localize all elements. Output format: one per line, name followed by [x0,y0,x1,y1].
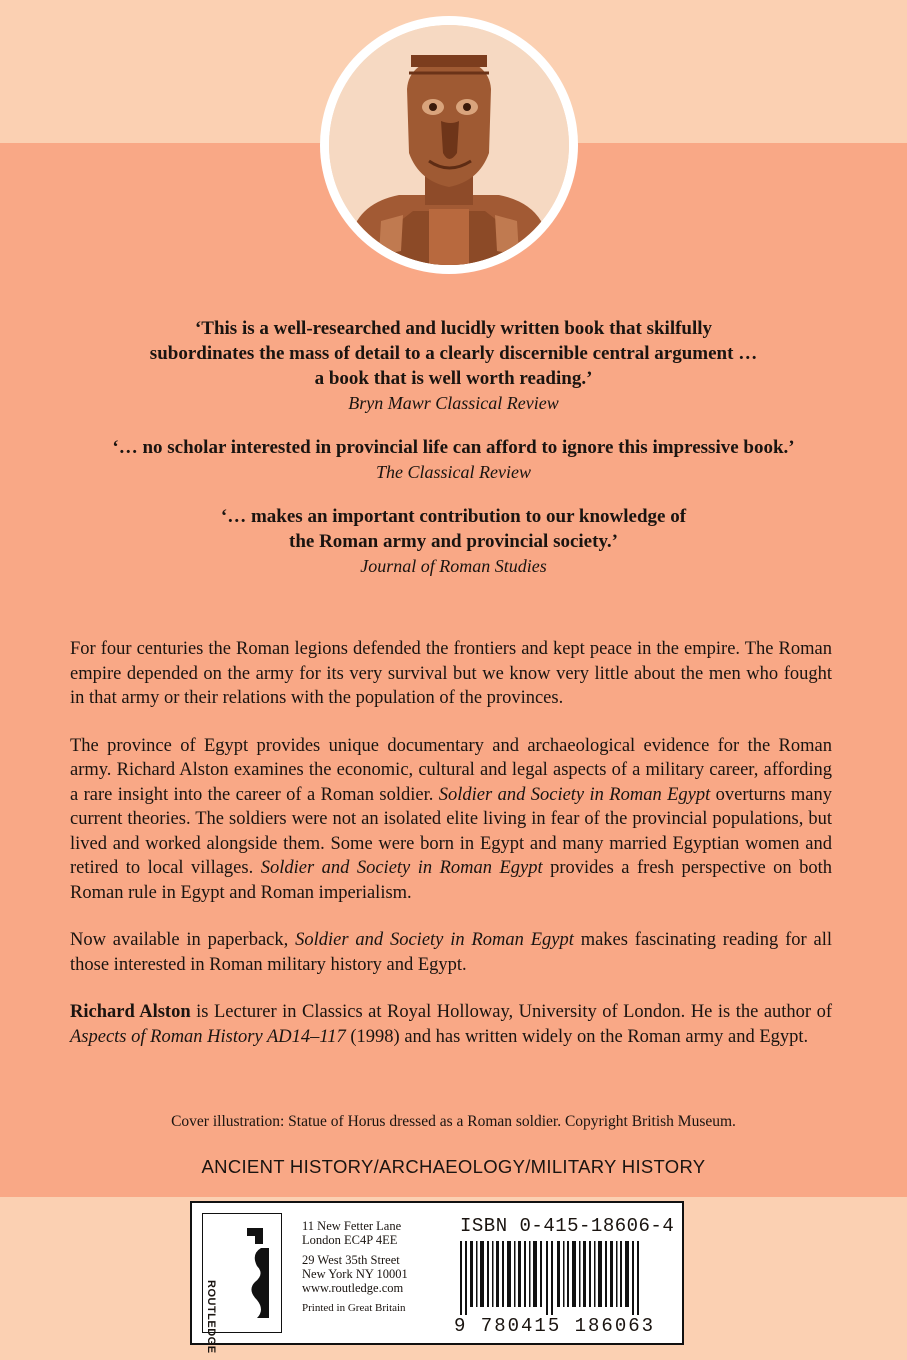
quote-source: Journal of Roman Studies [360,556,547,576]
horus-statue-image [329,25,569,265]
blurb-paragraph: Now available in paperback, Soldier and Society in Roman Egypt makes fascinating reading for all those interested in Roman military history and Egypt. [70,930,833,975]
review-quote [30,316,877,415]
publisher-address: 11 New Fetter Lane London EC4P 4EE 29 West 35th Street New York NY 10001 www.routledge.com Printed in Great Britain [302,1219,408,1314]
isbn-label: ISBN 0-415-18606-4 [460,1215,675,1237]
subject-category: ANCIENT HISTORY/ARCHAEOLOGY/MILITARY HISTORY [201,1156,706,1177]
blurb-paragraph: The province of Egypt provides unique documentary and archaeological evidence for the Roman army. Richard Alston examines the economic, cultural and legal aspects of a military career, affording a rare insight into the career of a Roman soldier. Soldier and Society in Roman Egypt overturns many current theories. The soldiers were not an isolated elite living in fear of the provincial populations, but lived and worked alongside them. Some were born in Egypt and many married Egyptian women and retired to local villages. Soldier and Society in Roman Egypt provides a fresh perspective on both Roman rule in Egypt and Roman imperialism. [70,735,833,903]
quote-text: ‘… no scholar interested in provincial life can afford to ignore this impressive book.’ [112,437,795,458]
quote-text: ‘This is a well-researched and lucidly written book that skilfully subordinates the mass of detail to a clearly discernible central argument … a book that is well worth reading.’ [149,318,758,389]
barcode-panel [190,1201,684,1354]
cover-credit: Cover illustration: Statue of Horus dressed as a Roman soldier. Copyright British Museum. [171,1113,736,1130]
publisher-logo-text: ROUTLEDGE [205,1280,217,1354]
author-bio: Richard Alston is Lecturer in Classics at Royal Holloway, University of London. He is the author of Aspects of Roman History AD14–117 (1998) and has written widely on the Roman army and Egypt. [70,1002,833,1047]
quote-source: The Classical Review [376,462,531,482]
review-quotes [30,316,877,598]
review-quote [30,435,877,484]
quote-text: ‘… makes an important contribution to our knowledge of the Roman army and provincial society.’ [220,506,687,552]
ean-number: 9 780415 186063 [454,1315,656,1337]
blurb [70,637,832,1049]
barcode [460,1241,660,1315]
review-quote [30,504,877,578]
cover-medallion [320,16,578,274]
publisher-logo [202,1213,282,1354]
quote-source: Bryn Mawr Classical Review [348,393,559,413]
blurb-paragraph: For four centuries the Roman legions defended the frontiers and kept peace in the empire. The Roman empire depended on the army for its very survival but we know very little about the men who fought in that army or their relations with the population of the provinces. [70,639,832,708]
